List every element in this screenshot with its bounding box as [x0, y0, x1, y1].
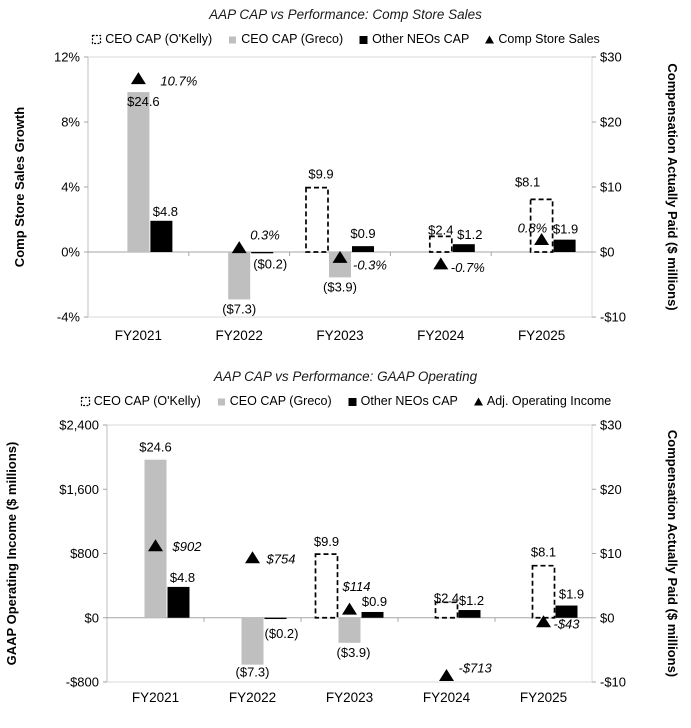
- bar-other-neos-cap-fy2021: [168, 587, 190, 618]
- left-axis-tick-label: -4%: [56, 309, 80, 325]
- bar-label: ($7.3): [222, 301, 257, 317]
- legend-label: Other NEOs CAP: [372, 32, 470, 46]
- bar-label: $1.2: [457, 227, 483, 243]
- bar-label: $2.4: [433, 590, 460, 606]
- right-axis-tick-label: $0: [600, 610, 615, 626]
- legend-label: Comp Store Sales: [498, 32, 600, 46]
- legend-label: CEO CAP (O'Kelly): [105, 32, 213, 46]
- bar-label: $0.9: [361, 593, 388, 609]
- chart-plot-area: [0, 362, 691, 728]
- right-axis-tick-label: $0: [600, 244, 615, 260]
- left-axis-tick-label: $2,400: [59, 417, 99, 433]
- right-axis-tick-label: $10: [600, 179, 622, 195]
- bar-other-neos-cap-fy2024: [459, 610, 481, 618]
- category-label: FY2021: [131, 690, 180, 705]
- left-axis-tick-label: 4%: [61, 179, 80, 195]
- bar-other-neos-cap-fy2023: [362, 612, 384, 618]
- bar-label: ($7.3): [235, 664, 270, 680]
- category-label: FY2022: [228, 690, 277, 705]
- chart-plot-area: [0, 0, 691, 362]
- legend-label: CEO CAP (O'Kelly): [93, 394, 201, 408]
- bar-ceo-cap-o-kelly-fy2024: [430, 236, 452, 252]
- right-axis-title: Compensation Actually Paid ($ millions): [665, 429, 680, 678]
- left-axis-tick-label: 8%: [61, 114, 80, 130]
- chart-title: AAP CAP vs Performance: GAAP Operating: [213, 369, 478, 384]
- triangle-label: 0.8%: [517, 220, 548, 236]
- bar-label: $24.6: [139, 439, 172, 455]
- bar-label: $24.6: [127, 94, 160, 110]
- bar-label: $0.9: [350, 226, 376, 242]
- bar-label: $4.8: [152, 203, 179, 219]
- left-axis-tick-label: $800: [70, 546, 99, 561]
- category-label: FY2023: [325, 690, 374, 705]
- bar-ceo-cap-o-kelly-fy2023: [306, 188, 328, 252]
- bar-label: ($3.9): [336, 644, 371, 660]
- right-axis-tick-label: $20: [600, 114, 622, 130]
- bar-ceo-cap-greco-fy2022: [228, 252, 250, 299]
- bar-label: $9.9: [308, 166, 334, 182]
- bar-other-neos-cap-fy2021: [150, 221, 172, 252]
- bar-label: ($3.9): [323, 279, 357, 295]
- bar-other-neos-cap-fy2025: [554, 240, 576, 252]
- bar-ceo-cap-greco-fy2022: [242, 618, 264, 665]
- chart-title: AAP CAP vs Performance: Comp Store Sales: [209, 7, 482, 22]
- left-axis-title: GAAP Operating Income ($ millions): [4, 441, 19, 666]
- category-label: FY2024: [417, 328, 465, 343]
- bar-other-neos-cap-fy2024: [453, 244, 475, 252]
- right-axis-tick-label: -$10: [600, 674, 627, 690]
- triangle-label: 10.7%: [160, 73, 198, 89]
- bar-label: $9.9: [313, 534, 340, 550]
- left-axis-tick-label: $1,600: [59, 481, 99, 497]
- right-axis-tick-label: $30: [600, 417, 622, 433]
- bar-label: $2.4: [428, 222, 454, 238]
- bar-label: $1.9: [552, 221, 579, 237]
- triangle-label: $114: [342, 579, 371, 595]
- right-axis-tick-label: $20: [600, 481, 622, 497]
- triangle-label: $754: [266, 551, 296, 567]
- bar-label: ($0.2): [264, 626, 299, 642]
- right-axis-title: Compensation Actually Paid ($ millions): [665, 63, 680, 311]
- triangle-marker-fy2021: [131, 72, 146, 84]
- category-label: FY2022: [215, 328, 263, 343]
- triangle-label: -0.3%: [353, 257, 387, 273]
- right-axis-tick-label: -$10: [600, 309, 627, 325]
- legend-label: CEO CAP (Greco): [241, 32, 344, 46]
- bar-label: $4.8: [169, 569, 196, 585]
- bar-ceo-cap-o-kelly-fy2025: [533, 566, 555, 618]
- bar-other-neos-cap-fy2023: [352, 246, 374, 252]
- right-axis-tick-label: $30: [600, 49, 622, 65]
- bar-label: $1.9: [558, 586, 585, 602]
- chart-comp-store-sales: [0, 0, 691, 362]
- left-axis-tick-label: 0%: [61, 244, 80, 260]
- bar-ceo-cap-greco-fy2021: [145, 460, 167, 618]
- legend-label: Adj. Operating Income: [486, 394, 612, 408]
- chart-gaap-operating: [0, 362, 691, 728]
- left-axis-tick-label: $0: [84, 610, 99, 626]
- bar-label: $8.1: [514, 174, 541, 190]
- triangle-marker-fy2023: [342, 603, 357, 615]
- category-label: FY2025: [517, 328, 566, 343]
- bar-label: $8.1: [530, 544, 557, 560]
- category-label: FY2021: [114, 328, 163, 343]
- triangle-label: -0.7%: [450, 259, 485, 275]
- bar-label: ($0.2): [253, 256, 288, 272]
- legend-label: CEO CAP (Greco): [229, 394, 332, 408]
- right-axis-tick-label: $10: [600, 546, 622, 561]
- triangle-label: 0.3%: [250, 227, 280, 243]
- left-axis-tick-label: 12%: [53, 49, 80, 65]
- bar-other-neos-cap-fy2022: [251, 252, 273, 253]
- left-axis-title: Comp Store Sales Growth: [12, 106, 27, 268]
- bar-other-neos-cap-fy2022: [265, 618, 287, 619]
- category-label: FY2023: [316, 328, 364, 343]
- left-axis-tick-label: -$800: [65, 674, 99, 690]
- triangle-marker-fy2024: [439, 669, 454, 681]
- triangle-label: $902: [172, 538, 202, 554]
- bar-ceo-cap-greco-fy2021: [127, 92, 149, 252]
- triangle-marker-fy2022: [245, 551, 260, 563]
- triangle-marker-fy2022: [232, 241, 247, 253]
- category-label: FY2025: [519, 690, 568, 705]
- category-label: FY2024: [422, 690, 471, 705]
- bar-ceo-cap-o-kelly-fy2023: [316, 554, 338, 618]
- triangle-label: -$43: [553, 616, 580, 632]
- triangle-marker-fy2024: [433, 257, 448, 269]
- triangle-label: -$713: [458, 660, 492, 676]
- bar-ceo-cap-greco-fy2023: [339, 618, 361, 643]
- bar-label: $1.2: [458, 593, 485, 609]
- legend-label: Other NEOs CAP: [360, 394, 458, 408]
